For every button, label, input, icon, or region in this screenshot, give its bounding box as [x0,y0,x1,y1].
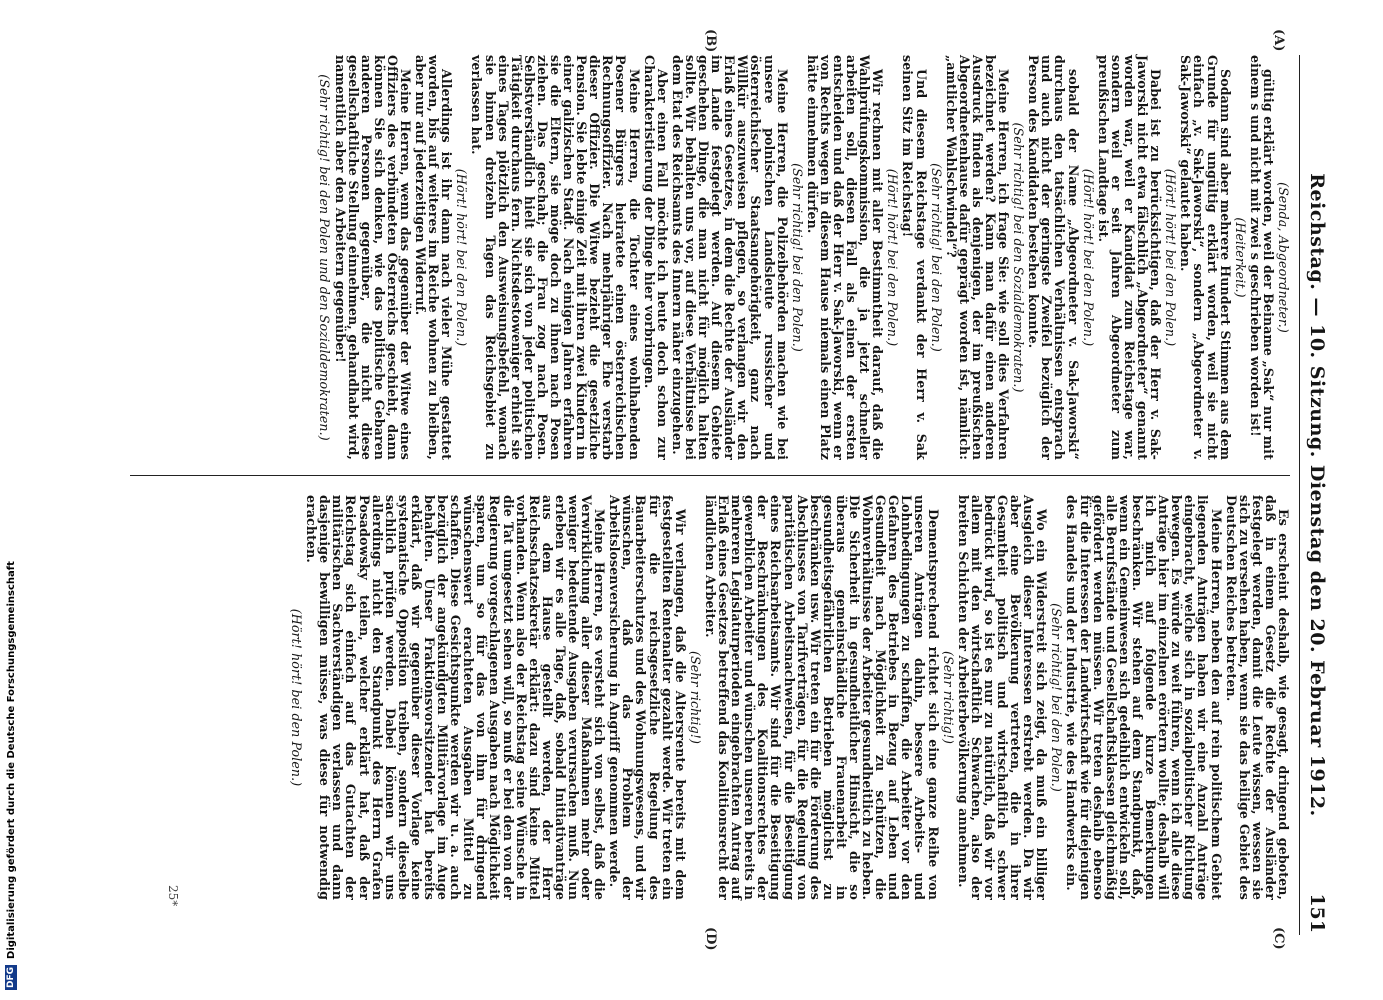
paragraph: Meine Herren, wenn das gegenüber der Witwe eines Offiziers des verbündeten Österreichs geschieht, dann können Sie sich denken, wie das politische Gebaren anderen Personen gegenüber, die nicht diese gesellschaftliche Stellung einnehmen, gehandhabt wird, namentlich aber den Arbeitern gegenüber! [332,55,413,460]
interjection: (Sehr richtig! bei den Polen und den Sozialdemokraten.) [317,74,333,441]
interjection: (Hört! hört! bei den Polen.) [1163,168,1179,347]
page-number: 151 [1306,893,1328,933]
column-divider [130,475,1290,476]
interjection: (Heiterkeit.) [1232,217,1248,298]
paragraph: Wir verlangen, daß die Altersrente bereits mit dem festgestellten Rentenalter gezahlt werde. Wir treten ein für die reichsgesetzliche Regelung des Bauarbeiterschutzes und des Wohnungswesens, und wir wünschen, daß das Problem der Arbeitslosenversicherung in Angriff genommen werde. [607,495,688,900]
header-title: Reichstag. — 10. Sitzung. Dienstag den 20. Februar 1912. [1306,173,1328,817]
paragraph: Allerdings ist ihr dann nach vieler Mühe gestattet worden, bis auf weiteres im Reiche wohnen zu bleiben, aber nur auf jederzeitigen Widerruf. [413,55,455,460]
paragraph: gültig erklärt worden, weil der Beiname „Sak“ nur mit einem s und nicht mit zwei s geschrieben worden ist! [1247,55,1276,460]
banner-text: Digitalisierung gefördert durch die Deutsche Forschungsgemeinschaft [5,561,17,959]
paragraph: Dabei ist zu berücksichtigen, daß der Herr v. Sak-Jaworski nicht etwa fälschlich „Abgeordneter“ genannt worden war, weil er Kandidat zum Reichstage war, sondern weil er seit Jahren Abgeordneter zum preußischen Landtage ist. [1095,55,1164,460]
signature-mark: 25* [166,885,180,907]
paragraph: Wir rechnen mit aller Bestimmtheit darauf, daß die Wahlprüfungskommission, die ja jetzt schneller arbeiten soll, diesen Fall als einen der ersten entscheiden und daß der Herr v. Sak-Jaworski, wenn er von Rechts wegen in diesem Hause niemals einen Platz hätte einnehmen dürfen. [804,55,886,460]
interjection: (Hört! hört! bei den Polen.) [454,168,470,347]
interjection: (Senda, Abgeordneter.) [1276,182,1291,333]
interjection: (Sehr richtig! bei den Polen.) [928,163,944,352]
left-column [316,55,1290,460]
dfg-logo: DFG [6,966,16,988]
interjection: (Hört! hört! bei den Polen.) [289,608,305,787]
paragraph: Aber einen Fall möchte ich heute doch schon zur Charakteristierung der Dinge hier vorbringen. [641,55,670,460]
interjection: (Sehr richtig! bei den Sozialdemokraten.) [1011,122,1027,393]
paragraph: Sodann sind aber mehrere Hundert Stimmen aus dem Grunde für ungültig erklärt worden, weil sie nicht einfach „v. Sak-Jaworski“, sondern „Abgeordneter v. Sak-Jaworski“ gelautet haben. [1178,55,1233,460]
margin-mark-b: (B) [703,29,718,53]
margin-mark-c: (C) [1271,927,1286,950]
paragraph: Meine Herren, ich frage Sie: wie soll dies Verfahren bezeichnet werden? Kann man dafür einen anderen Ausdruck finden als denjenigen, der im preußischen Abgeordnetenhause dafür geprägt worden ist, nämlich: „amtlicher Wahlschwindel“? [943,55,1012,460]
paragraph: Meine Herren, es versteht sich von selbst, daß die Verwirklichung aller dieser Maßnahmen mehr oder weniger bedeutende Ausgaben verursachen muß. Nun erleben wir es alle Tage, daß, sobald Initiativanträge aus dem Hause gestellt werden, der Herr Reichsschatzsekretär erklärt: dazu sind keine Mittel vorhanden. Wenn also der Reichstag seine Wünsche in die Tat umgesetzt sehen will, so muß er bei den von der Regierung vorgeschlagenen Ausgaben nach Möglichkeit sparen, um so für das von ihm für dringend wünschenswert erachteten Ausgaben Mittel zu schaffen. Diese Gesichtspunkte werden wir u. a. auch bezüglich der angekündigten Militärvorlage im Auge behalten. Unser Fraktionsvorsitzender hat bereits erklärt, daß wir gegenüber dieser Vorlage keine systematische Opposition treiben, sondern dieselbe sachlich prüfen werden. Dabei können wir uns allerdings nicht den Standpunkt des Herrn Grafen Posadowsky teilen, welcher erklärt hat, daß der Reichstag sich einfach auf das Gutachten der militärischen Sachverständigen verlassen und dann dasjenige bewilligen müsse, was diese für notwendig erachten. [304,495,608,900]
interjection: (Sehr richtig! bei den Polen.) [1049,603,1065,792]
interjection: (Sehr richtig!) [687,651,703,744]
interjection: (Sehr richtig!) [940,651,956,744]
paragraph: Dementsprechend richtet sich eine ganze Reihe von unseren Anträgen dahin, bessere Arbeits- und Lohnbedingungen zu schaffen, die Arbeiter vor den Gefahren des Betriebes in Bezug auf Leben und Gesundheit nach Möglichkeit zu schützen, die Wohnverhältnisse der Arbeiter gesundheitlich zu heben. Die Sicherheit in gesundheitlicher Hinsicht, die so überaus gemeinschädliche Frauenarbeit in gesundheitsgefährlichen Betrieben möglichst zu beschränken usw. Wir treten ein für die Förderung des Abschlusses von Tarifverträgen, für die Regelung von paritätischen Arbeitsnachweisen, für die Beseitigung eines Reichsarbeitsamts. Wir sind für die Beseitigung der Beschränkungen des Koalitionsrechtes der gewerblichen Arbeiter und wünschen unseren bereits in mehreren Legislaturperioden eingebrachten Antrag auf Erlaß eines Gesetzes betreffend das Koalitionsrecht der ländlichen Arbeiter. [702,495,941,900]
paragraph: Meine Herren, die Tochter eines wohlhabenden Posener Bürgers heiratete einen österreichischen Rechnungsoffizier. Nach mehrjähriger Ehe verstarb dieser Offizier. Die Witwe bezieht die gesetzliche Pension. Sie lebte einige Zeit mit ihren zwei Kindern in einer galizischen Stadt. Nach einigen Jahren erfahren sie die Eltern, sie möge doch zu ihnen nach Posen ziehen. Das geschah; die Frau zog nach Posen. Selbstverständlich hielt sie sich von jeder politischen Tätigkeit durchaus fern. Nichtsdestoweniger erhielt sie eines Tages plötzlich den Ausweisungsbefehl, wonach sie binnen dreizehn Tagen das Reichsgebiet zu verlassen hat. [469,55,642,460]
page-header [1299,55,1330,935]
interjection: (Hört! hört! bei den Polen.) [885,168,901,347]
paragraph: Wo ein Widerstreit sich zeigt, da muß ein billiger Ausgleich dieser Interessen erstrebt werden. Da wir aber eine Bevölkerung vertreten, die in ihrer Gesamtheit politisch und wirtschaftlich schwer bedrückt wird, so ist es nur zu natürlich, daß wir vor allem mit den wirtschaftlich Schwachen, also der breiten Schichten der Arbeiterbevölkerung annehmen. [955,495,1050,900]
margin-mark-a: (A) [1271,29,1286,52]
right-column [288,495,1290,900]
margin-mark-d: (D) [703,927,718,951]
rotated-page-content [115,29,1330,951]
interjection: (Hört! hört! bei den Polen.) [1080,168,1096,347]
paragraph: sobald der Name „Abgeordneter v. Sak-Jaworski“ durchaus den tatsächlichen Verhältnissen entsprach und auch nicht der geringste Zweifel bezüglich der Person des Kandidaten bestehen konnte. [1026,55,1081,460]
paragraph: Es erscheint deshalb, wie gesagt, dringend geboten, daß in einem Gesetz die Rechte der Ausländer festgelegt werden, damit die Leute wissen, wessen sie sich zu versehen haben, wenn sie das heilige Gebiet des Deutschen Reiches betreten. [1223,495,1291,900]
paragraph: Meine Herren, neben den auf rein politischem Gebiet liegenden Anträgen haben wir eine Anzahl Anträge eingebracht, welche sich in sozialpolitischer Richtung bewegen. Es würde zu weit führen, wenn ich alle diese Anträge hier im einzelnen erörtern wollte; deshalb will ich mich auf folgende kurze Bemerkungen beschränken. Wir stehen auf dem Standpunkt, daß, wenn ein Gemeinwesen sich gedeihlich entwickeln soll, alle Berufsstände und Gesellschaftsklassen gleichmäßig gefördert werden müssen. Wir treten deshalb ebenso für die Interessen der Landwirtschaft wie für diejenigen des Handels und der Industrie, wie des Handwerks ein. [1064,495,1224,900]
interjection: (Sehr richtig! bei den Polen.) [789,163,805,352]
digitization-banner [4,0,18,1000]
paragraph: Und diesem Reichstage verdankt der Herr v. Sak seinen Sitz im Reichstag! [900,55,929,460]
paragraph: Meine Herren, die Polizeibehörden machen wie bei unsere polnischen Landsleute russischer und österreichischer Staatsangehörigkeit, ganz nach Willkür auszuweisen pflegen, so verlangen wir den Erlaß eines Gesetzes, in dem die Rechte der Ausländer im Lande festgelegt werden. Auf diesem Gebiete geschehen Dinge, die man nicht für möglich halten sollte. Wir behalten uns vor, auf diese Verhältnisse bei dem Etat des Reichsamts des Innern näher einzugehen. [669,55,790,460]
